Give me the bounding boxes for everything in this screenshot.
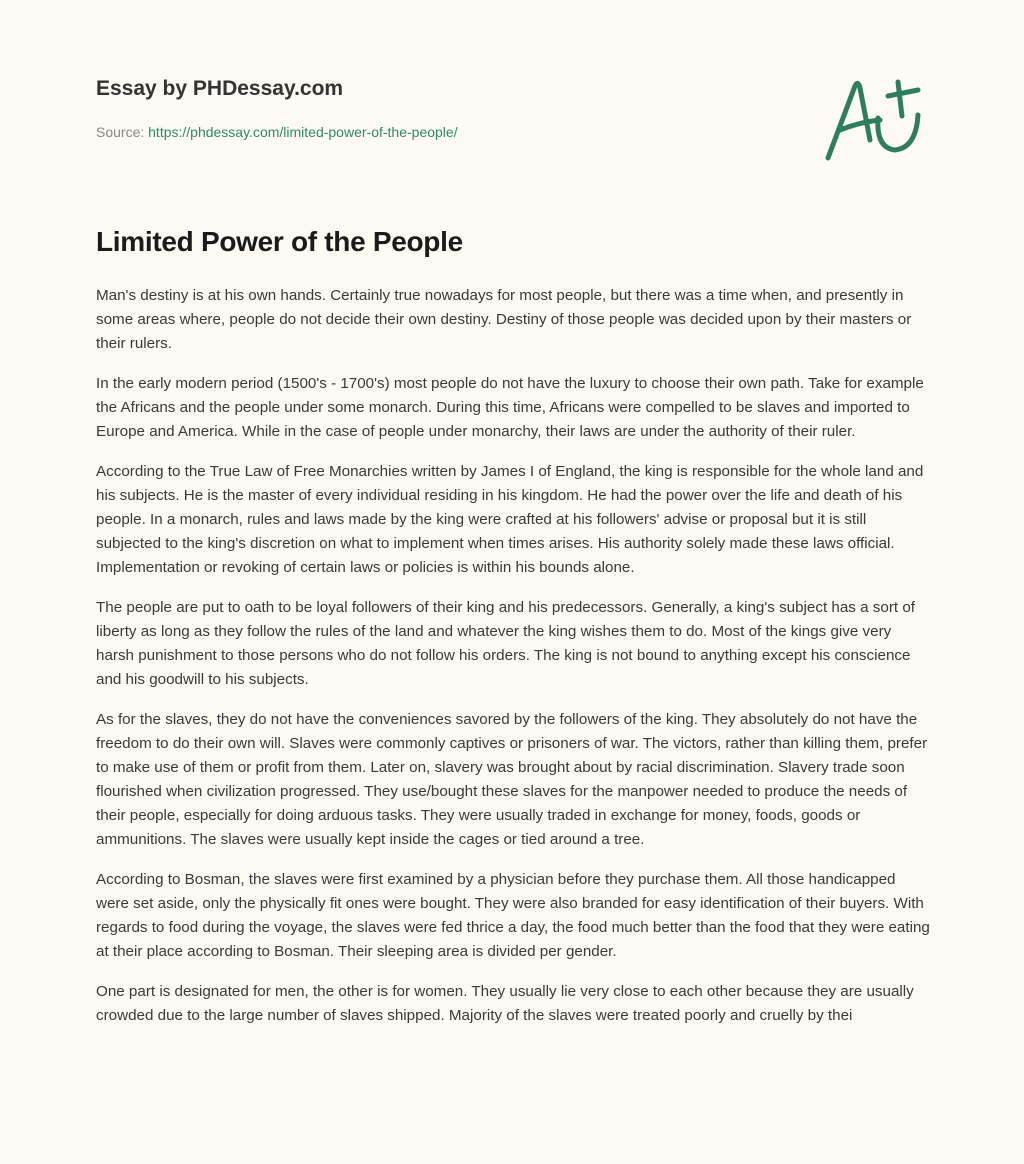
a-plus-logo-icon (820, 70, 930, 170)
source-link[interactable]: https://phdessay.com/limited-power-of-the-people/ (148, 124, 458, 140)
paragraph: The people are put to oath to be loyal followers of their king and his predecessors. Generally, a king's subject has a sort of liberty as long as they follow the rules of the land and whatever the king wishes them to do. Most of the kings give very harsh punishment to those persons who do not follow his orders. The king is not bound to anything except his conscience and his goodwill to his subjects. (96, 599, 915, 688)
paragraph: According to Bosman, the slaves were first examined by a physician before they purchase them. All those handicapped were set aside, only the physically fit ones were bought. They were also branded for easy identification of their buyers. With regards to food during the voyage, the slaves were fed thrice a day, the food much better than the food that they were eating at their place according to Bosman. Their sleeping area is divided per gender. (96, 871, 930, 960)
paragraph: As for the slaves, they do not have the conveniences savored by the followers of the king. They absolutely do not have the freedom to do their own will. Slaves were commonly captives or prisoners of war. The victors, rather than killing them, prefer to make use of them or profit from them. Later on, slavery was brought about by racial discrimination. Slavery trade soon flourished when civilization progressed. They use/bought these slaves for the manpower needed to produce the needs of their people, especially for doing arduous tasks. They were usually traded in exchange for money, foods, goods or ammunitions. The slaves were usually kept inside the cages or tied around a tree. (96, 711, 928, 848)
source-line (96, 124, 458, 140)
paragraph: One part is designated for men, the other is for women. They usually lie very close to each other because they are usually crowded due to the large number of slaves shipped. Majority of the slaves were treated poorly and cruelly by thei (96, 983, 914, 1024)
essay-title: Limited Power of the People (96, 226, 463, 257)
essay-body (96, 284, 932, 1044)
paragraph: Man's destiny is at his own hands. Certainly true nowadays for most people, but there was a time when, and presently in some areas where, people do not decide their own destiny. Destiny of those people was decided upon by their masters or their rulers. (96, 287, 912, 352)
brand-title: Essay by PHDessay.com (96, 77, 344, 100)
source-label: Source: (96, 124, 145, 140)
paragraph: In the early modern period (1500's - 1700's) most people do not have the luxury to choose their own path. Take for example the Africans and the people under some monarch. During this time, Africans were compelled to be slaves and imported to Europe and America. While in the case of people under monarchy, their laws are under the authority of their ruler. (96, 375, 924, 440)
paragraph: According to the True Law of Free Monarchies written by James I of England, the king is responsible for the whole land and his subjects. He is the master of every individual residing in his kingdom. He had the power over the life and death of his people. In a monarch, rules and laws made by the king were crafted at his followers' advise or proposal but it is still subjected to the king's discretion on what to implement when times arises. His authority solely made these laws official. Implementation or revoking of certain laws or policies is within his bounds alone. (96, 463, 924, 576)
